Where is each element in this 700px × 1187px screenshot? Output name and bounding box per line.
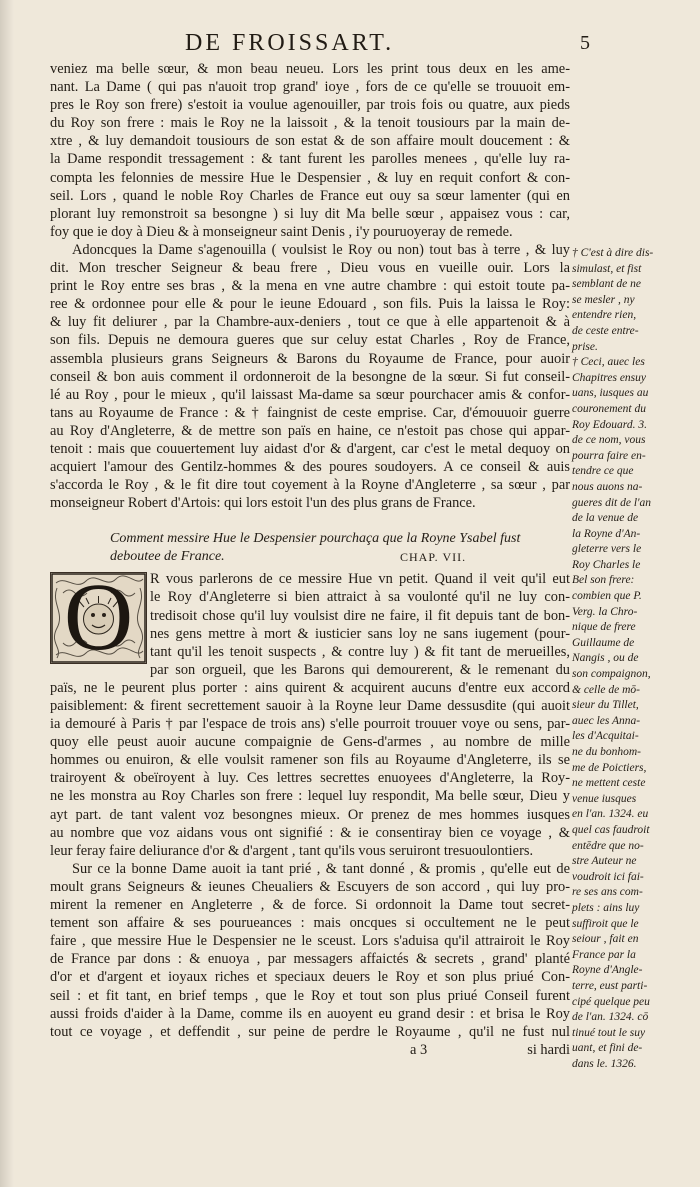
- main-text-column: [50, 60, 570, 1041]
- margin-note-2: [572, 355, 682, 1072]
- margin-line: me de Poictiers,: [572, 761, 647, 774]
- margin-line: France par la: [572, 948, 636, 961]
- margin-line: semblant de ne: [572, 278, 641, 291]
- text-line: seil. Lors , quand le noble Roy Charles de France eut ouy sa sœur lamenter (qui en: [50, 187, 570, 204]
- margin-line: Chapitres ensuy: [572, 371, 646, 384]
- text-line: de France par dons : & enuoya , par messagers affaictés & secrets , grand' planté: [50, 951, 570, 968]
- text-line: Sur ce la bonne Dame auoit ia tant prié , & tant donné , & promis , qu'elle eut de: [72, 860, 570, 877]
- running-title: DE FROISSART.: [185, 30, 395, 56]
- margin-line: terre, eust parti-: [572, 979, 648, 992]
- chapter-heading: [50, 530, 570, 566]
- text-line: son fils. Depuis ne demoura gueres que sur celuy estat Charles , Roy de France,: [50, 332, 570, 349]
- margin-line: seiour , fait en: [572, 933, 639, 946]
- text-line: ia demouré à Paris † par l'espace de trois ans) s'elle pourroit trouuer voye ou sens, par-: [50, 716, 570, 733]
- text-line: dit. Mon trescher Seigneur & beau frere , Dieu vous en vueille ouir. Lors la: [50, 260, 570, 277]
- margin-line: tendre ce que: [572, 465, 634, 478]
- margin-line: Bel son frere:: [572, 574, 635, 587]
- text-line: païs, ne le peurent plus porter : ains quirent & acquirent aucuns d'entre eux accord: [50, 679, 570, 696]
- text-line: d'or et d'argent et ioyaux riches et speciaux deuers le Roy et son plus priué Con-: [50, 969, 570, 986]
- margin-line: de ceste entre-: [572, 324, 639, 337]
- page-header: [60, 30, 590, 58]
- page-number: 5: [580, 32, 590, 54]
- margin-line: Nangis , ou de: [572, 652, 639, 665]
- margin-line: simulast, et fist: [572, 262, 642, 275]
- text-line: pres le Roy son frere) s'estoit ia voulue agenouiller, par trois fois ou quatre, aux pieds: [50, 97, 570, 114]
- margin-line: de l'an. 1324. cō: [572, 1011, 649, 1024]
- margin-line: plets : ains luy: [572, 901, 640, 914]
- margin-line: uans, iusques au: [572, 387, 649, 400]
- text-line: la Dame respondit tressagement : & tant furent les parolles menees , qu'elle luy ra-: [50, 151, 570, 168]
- text-line: nant. La Dame ( qui pas n'auoit trop grand' ioye , fors de ce qu'elle se trouuoit em-: [50, 79, 570, 96]
- text-line: tans au Royaume de France : & † faingnist de ceste emprise. Car, d'émouuoir guerre: [50, 404, 570, 421]
- margin-line: Roy Charles le: [572, 558, 641, 571]
- margin-line: pourra faire en-: [572, 449, 646, 462]
- margin-notes: [572, 246, 682, 1072]
- text-line: mirent la remener en Angleterre , & de force. Si ordonnoit la Dame tout secret-: [50, 897, 570, 914]
- text-line: quoy elle peust auoir aucune compaignie de Gens-d'armes , au nombre de mille: [50, 734, 570, 751]
- text-line: assembla plusieurs grans Seigneurs & Barons du Royaume de France, pour auoir: [50, 350, 570, 367]
- text-line: lé au Roy , pour le mieux , qu'il laissast Ma-dame sa sœur pourchacer amis & confor-: [50, 386, 570, 403]
- text-line: aussi froids d'aider à la Dame, comme ils en auoyent eu grand desir : et brisa le Roy: [50, 1005, 570, 1022]
- text-line: acquiert l'amour des Gentilz-hommes & des poures soudoyers. A ce conseil & auis: [50, 459, 570, 476]
- margin-line: en l'an. 1324. eu: [572, 808, 649, 821]
- text-line: tant qu'il les tenoit suspects , & contre luy ) & fit tant de merueilles,: [150, 643, 570, 660]
- margin-note-1: [572, 246, 682, 355]
- margin-line: stre Auteur ne: [572, 855, 637, 868]
- text-line: tement son affaire & ses pourueances : mais oncques si occultement ne le peut: [50, 915, 570, 932]
- margin-line: son compaignon,: [572, 668, 651, 681]
- text-line: par son orgueil, que les Barons qui demourerent, & le remenant du: [150, 661, 570, 678]
- chapter-opening: [50, 563, 570, 679]
- margin-line: suffiroit que le: [572, 917, 639, 930]
- chapter-title-line-2-text: deboutee de France.: [110, 549, 225, 565]
- text-line: nes gens mettre à mort & iusticier sans loy ne sans iugement (pour-: [150, 625, 570, 642]
- text-line: conseil & bon auis comment il ordonneroit de la besongne de la sœur. Si fut conseil-: [50, 368, 570, 385]
- text-line: hommes ou enuiron, & elle voulsit ramener son fils au Royaume d'Angleterre, ils se: [50, 752, 570, 769]
- catchword: si hardi: [527, 1042, 570, 1058]
- signature-mark: a 3: [410, 1042, 428, 1058]
- margin-line: † C'est à dire dis-: [572, 247, 654, 259]
- margin-line: nous auons na-: [572, 480, 643, 493]
- margin-line: uant, et fini de-: [572, 1042, 643, 1055]
- margin-line: la Royne d'An-: [572, 527, 641, 540]
- margin-line: tinué tout le suy: [572, 1026, 646, 1039]
- margin-line: couronement du: [572, 402, 646, 415]
- margin-line: ne du bonhom-: [572, 746, 641, 758]
- text-line: moult grans Seigneurs & ieunes Cheualiers & Escuyers de son accord , qui luy pro-: [50, 878, 570, 895]
- text-line: faire , que messire Hue le Despensier ne le sceust. Lors s'aduisa qu'il attrairoit le Roy: [50, 933, 570, 950]
- page-footer: [50, 1042, 570, 1062]
- text-line: tenoit : mais que couuertement luy aidast d'or & d'argent, car c'est le metal dequoy on: [50, 440, 570, 457]
- text-line: plorant luy remonstroit sa besongne ) si luy dit Ma belle sœur , appaisez vous : car,: [50, 205, 570, 222]
- chapter-title-line-1: Comment messire Hue le Despensier pourchaça que la Royne Ysabel fust: [110, 531, 521, 547]
- margin-line: gleterre vers le: [572, 543, 642, 556]
- margin-line: & celle de mō-: [572, 683, 641, 696]
- margin-line: Verg. la Chro-: [572, 605, 638, 618]
- text-line: print le Roy entre ses bras , & la mena en vne autre chambre : qui estoit toute pa-: [50, 278, 570, 295]
- margin-line: Roy Edouard. 3.: [572, 418, 647, 431]
- text-line: tredisoit chose qu'il luy voulsist dire ne faire, il fit depuis tant de bon-: [150, 607, 570, 624]
- text-line: paisiblement: & firent secrettement sauoir à la Royne leur Dame dessusdite (qui auoit: [50, 698, 570, 714]
- chapter-number: CHAP. VII.: [400, 550, 467, 565]
- text-line: R vous parlerons de ce messire Hue vn petit. Quand il veit qu'il eut: [150, 571, 570, 588]
- margin-line: combien que P.: [572, 590, 642, 603]
- margin-line: ne mettent ceste: [572, 777, 646, 790]
- text-line: foy que ie doy à Dieu & à monseigneur saint Denis , i'y pouruoyeray de remede.: [50, 223, 513, 240]
- page-fold-shadow: [0, 0, 14, 1187]
- text-line: trairoyent & obeïroyent à luy. Ces lettres secrettes enuoyees d'Angleterre, la Roy-: [50, 770, 570, 787]
- text-line: au Roy d'Angleterre, & de mettre son païs en haine, ce n'estoit pas chose qui appar-: [50, 422, 570, 439]
- margin-line: entendre rien,: [572, 309, 637, 322]
- margin-line: prise.: [572, 340, 598, 353]
- text-line: leur feray faire deliurance d'or & d'argent , tant qu'ils vous seruiront tresuoulontiers.: [50, 842, 534, 859]
- margin-line: quel cas faudroit: [572, 823, 650, 836]
- text-line: ne les monstra au Roy Charles son frere : lequel luy respondit, Ma belle sœur, Dieu y: [50, 788, 570, 805]
- margin-line: auec les Anna-: [572, 714, 641, 727]
- margin-line: dans le. 1326.: [572, 1057, 637, 1070]
- text-line: ayt part. de tant valent voz besongnes mieux. Or prenez de mes hommes iusques: [50, 806, 570, 823]
- text-line: au nombre que voz aidans vous ont signifié : & ie consentiray bien ce voyage , &: [50, 824, 570, 841]
- text-line: du Roy son frere : mais le Roy ne la laissoit , & la tenoit tousiours par la main de-: [50, 115, 570, 132]
- paragraph-block-top: [50, 60, 570, 512]
- margin-line: de la venue de: [572, 512, 639, 525]
- text-line: xtre , & luy demandoit tousiours de son estat & de son affaire moult doucement : &: [50, 133, 570, 150]
- margin-line: Royne d'Angle-: [572, 964, 643, 977]
- margin-line: venue iusques: [572, 792, 637, 805]
- text-line: monseigneur Robert d'Artois: qui lors estoit l'un des plus grans de France.: [50, 495, 476, 512]
- text-line: Adoncques la Dame s'agenouilla ( voulsist le Roy ou non) tout bas à terre , & luy: [72, 241, 570, 258]
- margin-line: nique de frere: [572, 621, 636, 634]
- text-line: le Roy d'Angleterre si bien attraict à sa voulonté qu'il ne luy con-: [150, 589, 570, 606]
- margin-line: † Ceci, auec les: [572, 356, 645, 369]
- margin-line: voudroit ici fai-: [572, 870, 644, 883]
- text-line: seil : et fit tant, en brief temps , que le Roy et tout son plus priué Conseil furent: [50, 987, 570, 1004]
- text-line: veniez ma belle sœur, & mon beau neueu. Lors les print tous deux en les ame-: [50, 61, 570, 77]
- margin-line: sieur du Tillet,: [572, 699, 639, 712]
- text-line: s'accorda le Roy , & le fit dire tout coyement à la Royne d'Angleterre , sa sœur , par: [50, 477, 570, 494]
- margin-line: les d'Acquitai-: [572, 730, 639, 743]
- text-line: tout ce voyage , et deffendit , sur peine de perdre le Royaume , qu'il ne fust nul: [50, 1023, 570, 1040]
- margin-line: cipé quelque peu: [572, 995, 650, 1008]
- margin-line: se mesler , ny: [572, 293, 635, 306]
- margin-line: Guillaume de: [572, 636, 635, 649]
- paragraph-block-bottom: [50, 679, 570, 1041]
- text-line: ree & ordonnee pour elle & pour le ieune Edouard , son fils. Puis la laissa le Roy:: [50, 296, 570, 313]
- text-line: & luy fit deliurer , par la Chambre-aux-deniers , tout ce que à elle appartenoit & à: [50, 314, 570, 331]
- margin-line: de ce nom, vous: [572, 434, 646, 447]
- margin-line: gueres dit de l'an: [572, 496, 652, 509]
- text-line: compta les felonnies de messire Hue le Despensier , & luy en requit confort & con-: [50, 169, 570, 186]
- dropcap-letter: O: [63, 563, 134, 671]
- decorated-initial: [50, 563, 147, 671]
- margin-line: entēdre que no-: [572, 839, 644, 852]
- margin-line: re ses ans com-: [572, 886, 643, 899]
